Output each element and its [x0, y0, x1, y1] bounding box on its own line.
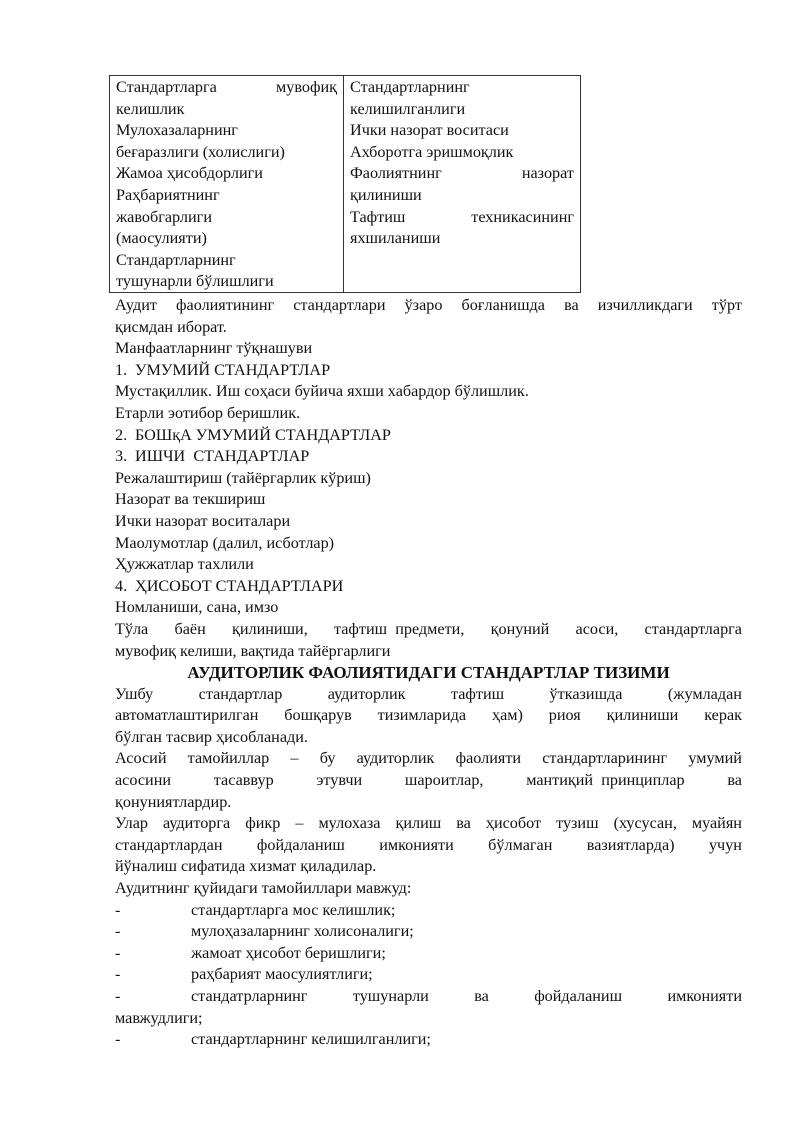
- table-cell-word: яхшиланиши: [350, 229, 441, 248]
- table-cell-word: Тафтиш: [350, 207, 406, 226]
- section-title: УМУМИЙ СТАНДАРТЛАР: [135, 360, 331, 379]
- table-cell-word: беғаразлиги (холислиги): [116, 142, 285, 161]
- word: ўтказишда: [549, 684, 623, 703]
- table-cell-word: мувофиқ: [276, 78, 337, 96]
- word: стандартлардан: [115, 835, 223, 854]
- word: мулохаза: [318, 814, 381, 833]
- word: имконияти: [379, 835, 454, 854]
- word: Тўла: [115, 619, 149, 638]
- word: қонуний: [490, 619, 550, 638]
- paragraph-3-line: [115, 835, 742, 857]
- table-cell-word: Стандартларга: [116, 78, 217, 96]
- bullet-text: раҳбарият маосулиятлиги;: [191, 965, 373, 984]
- word: фикр: [245, 814, 281, 833]
- section-1-item: Етарли эотибор беришлик.: [115, 403, 301, 422]
- table-cell-word: Ички назорат воситаси: [350, 121, 509, 140]
- table-cell-line: [350, 142, 574, 164]
- paragraph-2-line: қонуниятлардир.: [115, 792, 232, 811]
- word: бу: [319, 749, 336, 768]
- word: Улар: [115, 814, 148, 833]
- table-cell-word: Раҳбариятнинг: [116, 185, 220, 204]
- word: фойдаланиш: [256, 835, 345, 854]
- table-cell-word: техникасининг: [471, 207, 574, 226]
- conflict-of-interest: Манфаатларнинг тўқнашуви: [115, 339, 313, 358]
- bullet-dash: -: [115, 900, 121, 919]
- word: тузиш: [556, 814, 599, 833]
- table-cell-word: Ахборотга эришмоқлик: [350, 142, 514, 161]
- section-1-item: Мустақиллик. Иш соҳаси буйича яхши хабардор бўлишлик.: [115, 382, 529, 401]
- table-cell-word: Мулохазаларнинг: [116, 121, 238, 140]
- word: фаолияти: [455, 749, 522, 768]
- word: фойдаланиш: [534, 987, 623, 1005]
- word: муайян: [691, 814, 742, 833]
- section-title: БОШқА УМУМИЙ СТАНДАРТЛАР: [135, 425, 391, 444]
- word: ва: [474, 987, 489, 1005]
- intro-line-2: қисмдан иборат.: [115, 317, 227, 336]
- table-cell-word: жавобгарлиги: [116, 207, 212, 226]
- word: аудиторлик: [327, 684, 406, 703]
- table-cell-line: [350, 207, 574, 229]
- word: умумий: [688, 749, 742, 768]
- bullet-item: [115, 943, 742, 965]
- section-3-item: Ҳужжатлар тахлили: [115, 555, 254, 574]
- word: бўлмаган: [488, 835, 553, 854]
- section-3-heading: [115, 446, 742, 468]
- word: шароитлар,: [404, 771, 484, 790]
- word: стандартларга: [644, 619, 742, 638]
- section-title: ҲИСОБОТ СТАНДАРТЛАРИ: [135, 576, 344, 595]
- table-right-column: [344, 76, 580, 292]
- section-4-item-line-2: мувофиқ келиши, вақтида тайёргарлиги: [115, 641, 391, 660]
- bullet-item: [115, 900, 742, 922]
- word: (хусусан,: [613, 814, 677, 833]
- word: қилиниши: [606, 706, 679, 725]
- intro-line-1: [115, 295, 742, 317]
- table-cell-word: келишлик: [116, 99, 185, 118]
- word: боғланишда: [461, 296, 545, 314]
- bullet-dash: -: [115, 965, 121, 984]
- word: ҳисобот: [485, 814, 542, 833]
- bullet-text: стандартларга мос келишлик;: [191, 900, 396, 919]
- word: Асосий: [115, 749, 167, 768]
- word: қилиш: [395, 814, 442, 833]
- word: тизимларида: [377, 706, 467, 725]
- word: ва: [456, 814, 471, 833]
- principles-intro: Аудитнинг қуйидаги тамойиллари мавжуд:: [115, 879, 412, 898]
- word: фаолиятининг: [176, 296, 275, 314]
- word: ва: [727, 771, 742, 790]
- word: имконияти: [667, 987, 742, 1005]
- paragraph-2-line: [115, 748, 742, 770]
- section-4-item-line-1: [115, 619, 742, 641]
- section-number: 1.: [115, 360, 128, 379]
- section-title: ИШЧИ СТАНДАРТЛАР: [135, 447, 310, 466]
- word: стандартларининг: [542, 749, 668, 768]
- table-cell-line: [116, 120, 337, 142]
- table-cell-line: [116, 250, 337, 272]
- table-cell-word: Жамоа ҳисобдорлиги: [116, 164, 263, 183]
- bullet-dash: -: [115, 943, 121, 962]
- table-cell-word: Фаолиятнинг: [350, 164, 442, 183]
- word: стандартлари: [293, 296, 386, 314]
- table-cell-line: [116, 77, 337, 99]
- word: ва: [564, 296, 579, 314]
- table-cell-line: [116, 207, 337, 229]
- bullet-item: [115, 986, 742, 1008]
- section-3-item: Назорат ва текшириш: [115, 490, 266, 509]
- word: мантиқий принциплар: [526, 771, 685, 790]
- bullet-dash: -: [115, 987, 121, 1005]
- table-cell-line: [350, 77, 574, 99]
- word: тушунарли: [352, 987, 429, 1005]
- word: учун: [708, 835, 742, 854]
- bullet-text: стандартларнинг келишилганлиги;: [191, 1030, 431, 1049]
- word: стандатрларнинг: [191, 987, 308, 1005]
- paragraph-2-line: [115, 770, 742, 792]
- word: этувчи: [316, 771, 363, 790]
- word: –: [290, 749, 299, 768]
- word: ҳам): [491, 706, 523, 725]
- section-number: 3.: [115, 447, 128, 466]
- word: –: [295, 814, 304, 833]
- table-cell-word: тушунарли бўлишлиги: [116, 272, 274, 291]
- bullet-dash: -: [115, 922, 121, 941]
- bullet-continuation: мавжудлиги;: [115, 1008, 203, 1027]
- section-4-heading: [115, 576, 742, 598]
- word: тўрт: [711, 296, 742, 314]
- table-cell-line: [116, 163, 337, 185]
- word: асоси,: [575, 619, 619, 638]
- word: Аудит: [115, 296, 157, 314]
- word: тафтиш: [450, 684, 505, 703]
- table-cell-line: [350, 185, 574, 207]
- word: қилиниши,: [231, 619, 308, 638]
- bullet-item: [115, 964, 742, 986]
- standards-table: [109, 75, 581, 293]
- table-cell-line: [116, 142, 337, 164]
- section-heading: АУДИТОРЛИК ФАОЛИЯТИДАГИ СТАНДАРТЛАР ТИЗИМИ: [187, 663, 670, 683]
- section-number: 2.: [115, 425, 128, 444]
- section-4-item: Номланиши, сана, имзо: [115, 598, 279, 617]
- table-cell-line: [116, 99, 337, 121]
- table-cell-word: Стандартларнинг: [350, 78, 470, 96]
- word: асосини: [115, 771, 172, 790]
- word: (жумладан: [667, 684, 742, 703]
- table-cell-line: [116, 271, 337, 293]
- bullet-item: [115, 921, 742, 943]
- table-cell-line: [350, 228, 574, 250]
- bullet-text: [191, 986, 742, 1008]
- paragraph-1-line: бўлган тасвир ҳисобланади.: [115, 727, 308, 746]
- word: аудиторлик: [356, 749, 435, 768]
- section-number: 4.: [115, 576, 128, 595]
- table-cell-word: назорат: [521, 164, 574, 183]
- word: тафтиш предмети,: [333, 619, 465, 638]
- document-body: [115, 295, 742, 1051]
- word: тамойиллар: [187, 749, 270, 768]
- word: изчилликдаги: [597, 296, 693, 314]
- section-2-heading: [115, 425, 742, 447]
- section-3-item: Режалаштириш (тайёргарлик кўриш): [115, 468, 371, 487]
- section-1-heading: [115, 360, 742, 382]
- bullet-text: мулоҳазаларнинг холисоналиги;: [191, 922, 414, 941]
- paragraph-1-line: [115, 705, 742, 727]
- word: бошқарув: [284, 706, 352, 725]
- table-cell-line: [116, 185, 337, 207]
- paragraph-3-line: [115, 813, 742, 835]
- table-cell-word: қилиниши: [350, 185, 422, 204]
- table-cell-line: [116, 228, 337, 250]
- section-3-item: Маолумотлар (далил, исботлар): [115, 533, 335, 552]
- paragraph-3-line: йўналиш сифатида хизмат қиладилар.: [115, 857, 377, 876]
- word: ўзаро: [404, 296, 443, 314]
- bullet-text: жамоат ҳисобот беришлиги;: [191, 943, 386, 962]
- table-left-column: [110, 76, 344, 292]
- bullet-dash: -: [115, 1030, 121, 1049]
- word: аудиторга: [163, 814, 231, 833]
- word: автоматлаштирилган: [115, 706, 259, 725]
- word: баён: [174, 619, 206, 638]
- word: стандартлар: [198, 684, 283, 703]
- word: Ушбу: [115, 684, 154, 703]
- word: риоя: [548, 706, 581, 725]
- table-cell-line: [350, 120, 574, 142]
- section-3-item: Ички назорат воситалари: [115, 511, 291, 530]
- word: керак: [704, 706, 742, 725]
- table-cell-word: Стандартларнинг: [116, 250, 236, 269]
- bullet-item: [115, 1029, 742, 1051]
- table-cell-line: [350, 99, 574, 121]
- table-cell-word: (маосулияти): [116, 229, 207, 248]
- paragraph-1-line: [115, 684, 742, 706]
- table-cell-line: [350, 163, 574, 185]
- table-cell-word: келишилганлиги: [350, 99, 466, 118]
- word: тасаввур: [213, 771, 274, 790]
- word: вазиятларда): [586, 835, 675, 854]
